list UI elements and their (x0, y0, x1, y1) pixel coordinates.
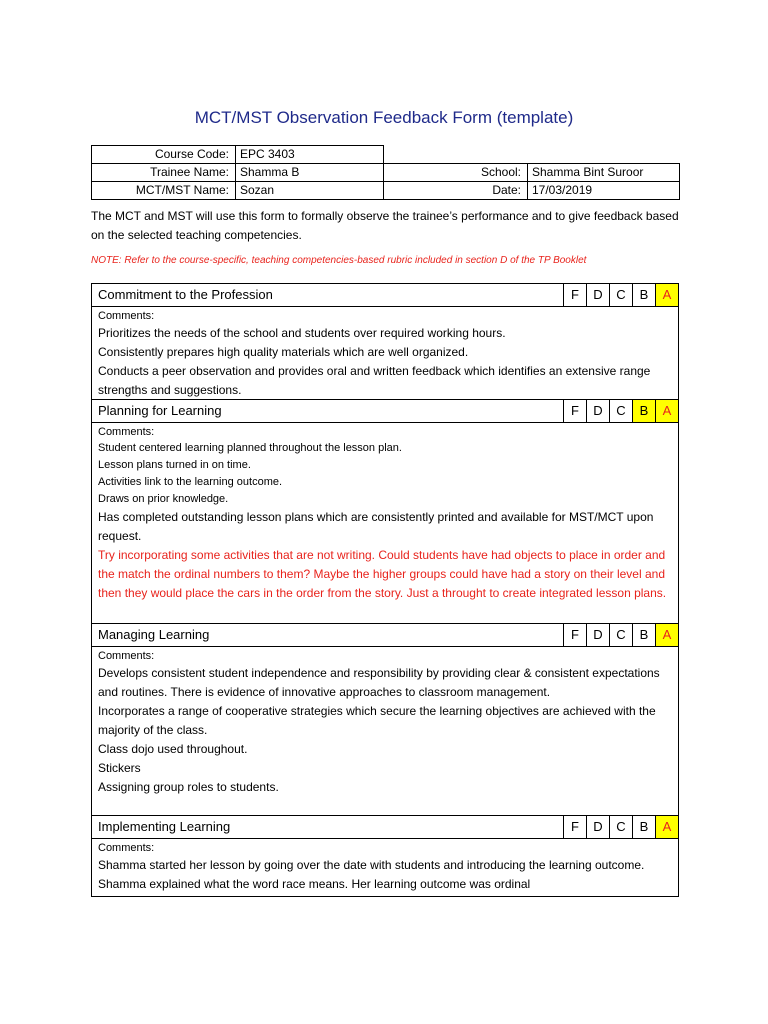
comments-label: Comments: (98, 842, 155, 854)
grade-b: B (632, 816, 655, 838)
section-comments (92, 307, 678, 402)
section-commitment (91, 283, 679, 400)
grade-b: B (632, 624, 655, 646)
comment-line: Has completed outstanding lesson plans which are consistently printed and available for MST/MCT upon request. (98, 510, 654, 543)
comment-line: Assigning group roles to students. (98, 780, 279, 794)
comment-line: Prioritizes the needs of the school and students over required working hours. (98, 326, 506, 340)
info-row (92, 146, 680, 164)
course-code-value: EPC 3403 (236, 146, 384, 164)
grade-d: D (586, 400, 609, 422)
grade-a: A (655, 284, 678, 306)
grade-c: C (609, 624, 632, 646)
section-title: Implementing Learning (98, 819, 231, 834)
mct-label: MCT/MST Name: (92, 182, 236, 200)
comment-line: Conducts a peer observation and provides oral and written feedback which identifies an extensive range strengths and suggestions. (98, 364, 651, 397)
grade-b: B (632, 400, 655, 422)
comment-line: Student centered learning planned throughout the lesson plan. (98, 442, 402, 454)
comment-line: Class dojo used throughout. (98, 742, 248, 756)
grade-c: C (609, 284, 632, 306)
comment-line: Lesson plans turned in on time. (98, 459, 251, 471)
section-title: Commitment to the Profession (98, 287, 273, 302)
comments-label: Comments: (98, 426, 155, 438)
section-title: Planning for Learning (98, 403, 222, 418)
section-comments (92, 647, 678, 799)
grade-b: B (632, 284, 655, 306)
school-label: School: (384, 164, 528, 182)
grade-f: F (563, 284, 586, 306)
comment-line: Stickers (98, 761, 141, 775)
grade-d: D (586, 284, 609, 306)
section-implementing (91, 815, 679, 897)
form-title: MCT/MST Observation Feedback Form (template) (194, 108, 574, 127)
section-comments (92, 839, 678, 896)
grade-a: A (655, 816, 678, 838)
grade-d: D (586, 624, 609, 646)
school-value: Shamma Bint Suroor (528, 164, 680, 182)
comments-label: Comments: (98, 310, 155, 322)
info-row (92, 164, 680, 182)
section-header (92, 284, 678, 307)
section-title: Managing Learning (98, 627, 210, 642)
section-planning (91, 399, 679, 624)
suggestion-text: Try incorporating some activities that are not writing. Could students have had objects to place in order and the match the ordinal numbers to them? Maybe the higher groups could have had a story on their level and then they would place the cars in the order from the story. Just a throught to create integrated lesson plans. (98, 548, 667, 600)
grade-a: A (655, 624, 678, 646)
rubric-note: NOTE: Refer to the course-specific, teaching competencies-based rubric included in section D of the TP Booklet (91, 255, 587, 266)
comment-line: Incorporates a range of cooperative strategies which secure the learning objectives are achieved with the majority of the class. (98, 704, 656, 737)
comment-line: Shamma started her lesson by going over the date with students and introducing the learning outcome. Shamma explained what the word race means. Her learning outcome was ordinal (98, 858, 645, 891)
grade-c: C (609, 400, 632, 422)
grade-a: A (655, 400, 678, 422)
course-code-label: Course Code: (92, 146, 236, 164)
date-value: 17/03/2019 (528, 182, 680, 200)
intro-text: The MCT and MST will use this form to formally observe the trainee’s performance and to give feedback based on the selected teaching competencies. (91, 209, 679, 242)
empty-cell (528, 146, 680, 164)
comment-line: Develops consistent student independence and responsibility by providing clear & consistent expectations and routines. There is evidence of innovative approaches to classroom management. (98, 666, 660, 699)
trainee-label: Trainee Name: (92, 164, 236, 182)
comment-line: Activities link to the learning outcome. (98, 476, 283, 488)
empty-cell (384, 146, 528, 164)
grade-f: F (563, 624, 586, 646)
grade-f: F (563, 400, 586, 422)
date-label: Date: (384, 182, 528, 200)
trainee-value: Shamma B (236, 164, 384, 182)
info-table (91, 145, 680, 200)
section-header (92, 816, 678, 839)
section-comments (92, 423, 678, 605)
grade-c: C (609, 816, 632, 838)
comment-line: Consistently prepares high quality materials which are well organized. (98, 345, 469, 359)
grade-d: D (586, 816, 609, 838)
grade-f: F (563, 816, 586, 838)
section-header (92, 624, 678, 647)
mct-value: Sozan (236, 182, 384, 200)
comment-line: Draws on prior knowledge. (98, 493, 229, 505)
section-managing (91, 623, 679, 816)
info-row (92, 182, 680, 200)
section-header (92, 400, 678, 423)
comments-label: Comments: (98, 650, 155, 662)
